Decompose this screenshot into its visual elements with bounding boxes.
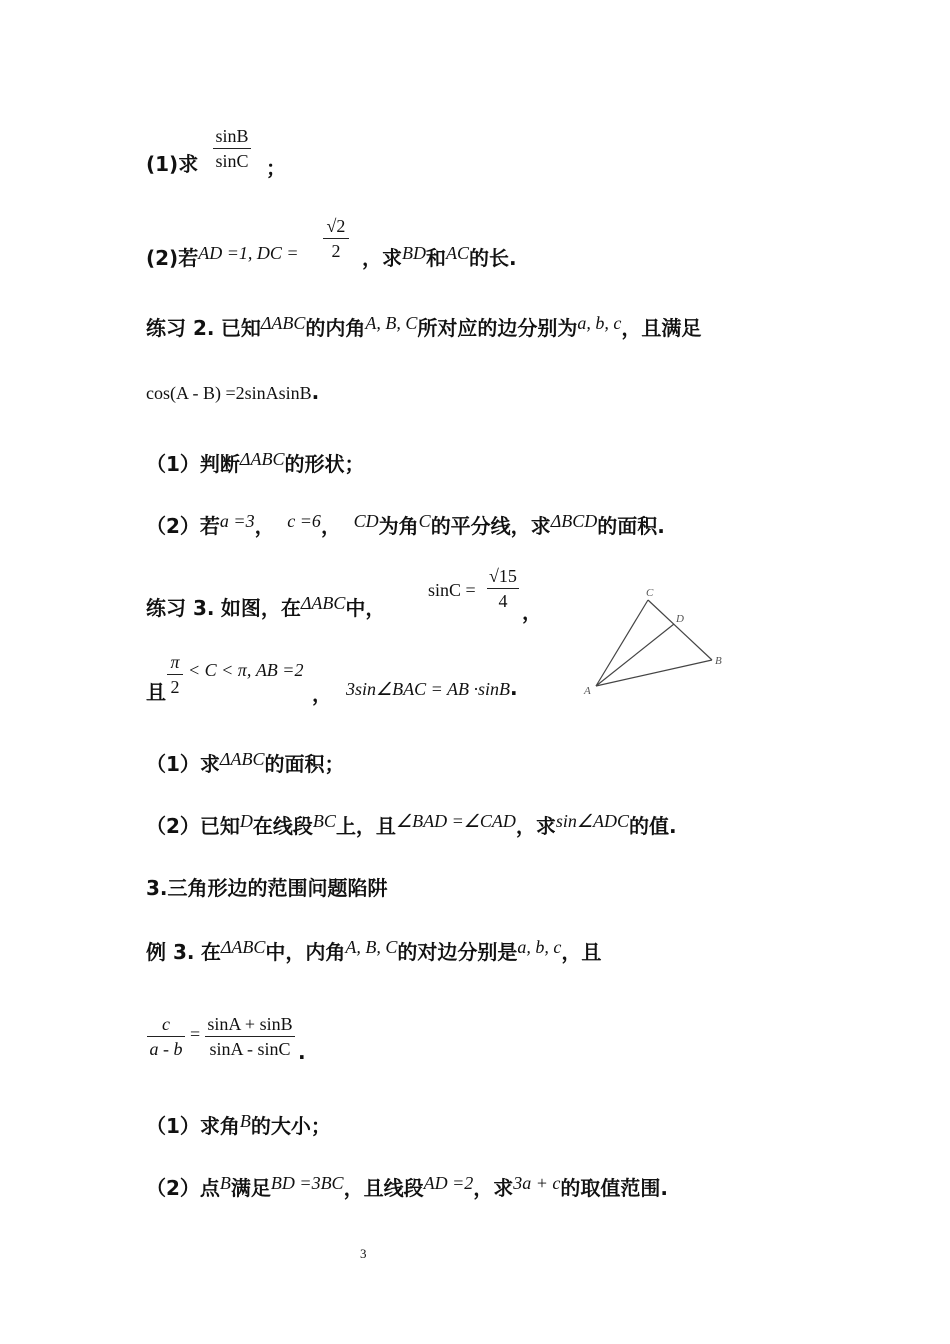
q1-end: ； [266, 156, 286, 180]
vertex-b: B [715, 655, 722, 667]
q1-label: (1)求 [146, 152, 199, 176]
ex4-part2: （2）点B满足BD =3BC，且线段AD =2，求3a + c的取值范围. [146, 1173, 668, 1200]
ex3-cond-line: 且 [146, 680, 166, 704]
side-ac [596, 600, 648, 686]
section-3-title: 3.三角形边的范围问题陷阱 [146, 876, 388, 900]
vertex-d: D [676, 613, 684, 625]
q1-den: sinC [215, 151, 249, 171]
q2-line [146, 244, 299, 273]
ex3-part2: （2）已知D在线段BC上，且∠BAD =∠CAD，求sin∠ADC的值. [146, 811, 677, 838]
ex3-part1: （1）求ΔABC的面积； [146, 749, 345, 776]
q1-fraction [212, 124, 252, 173]
side-cb [648, 600, 712, 660]
ex3-sep: ， [312, 682, 332, 706]
ex4-lhs-fraction: c a - b [146, 1012, 186, 1061]
q1-num: sinB [215, 126, 249, 146]
ex3-sinc: sinC = [428, 580, 476, 600]
ex3-eq: 3sin∠BAC = AB ·sinB. [346, 676, 518, 700]
ex2-intro: 练习 2. 已知ΔABC的内角A, B, C所对应的边分别为a, b, c，且满足 [146, 313, 702, 340]
ex4-eqsign: = [190, 1024, 201, 1044]
q2-frac-num: √2 [326, 216, 346, 236]
ex3-intro: 练习 3. 如图，在ΔABC中， [146, 593, 386, 620]
q2-label: (2)若 [146, 246, 199, 270]
ex3-cond: < C < π, AB =2 [188, 660, 304, 680]
ex4-rhs-fraction: sinA + sinB sinA - sinC [204, 1012, 296, 1061]
ex4-title: 例 3. [146, 940, 195, 964]
q2-fraction [322, 214, 350, 263]
ex3-sinc-fraction: √15 4 [486, 564, 520, 613]
ex4-part1: （1）求角B的大小； [146, 1111, 331, 1138]
ex3-pi-fraction: π 2 [166, 650, 184, 699]
ex4-eq-end: . [298, 1040, 306, 1064]
ex2-equation: cos(A - B) =2sinAsinB. [146, 380, 320, 404]
ex3-title: 练习 3. [146, 596, 215, 620]
ex2-part1: （1）判断ΔABC的形状； [146, 449, 365, 476]
page-number: 3 [360, 1246, 367, 1261]
q2-expr: AD =1, DC = [198, 243, 299, 263]
q2-frac-den: 2 [331, 241, 341, 261]
ex2-part2: （2）若a =3， c =6， CD为角C的平分线，求ΔBCD的面积. [146, 511, 665, 538]
vertex-c: C [646, 587, 654, 599]
ex2-title: 练习 2. [146, 316, 215, 340]
q2-tail: ，求BD和AC的长. [362, 243, 517, 270]
q1-line [146, 150, 198, 178]
ex4-intro: 例 3. 在ΔABC中，内角A, B, C的对边分别是a, b, c，且 [146, 937, 602, 964]
side-ab [596, 660, 712, 686]
ex3-sinc-end: ， [522, 600, 542, 624]
vertex-a: A [584, 685, 591, 697]
triangle-figure [576, 580, 736, 700]
